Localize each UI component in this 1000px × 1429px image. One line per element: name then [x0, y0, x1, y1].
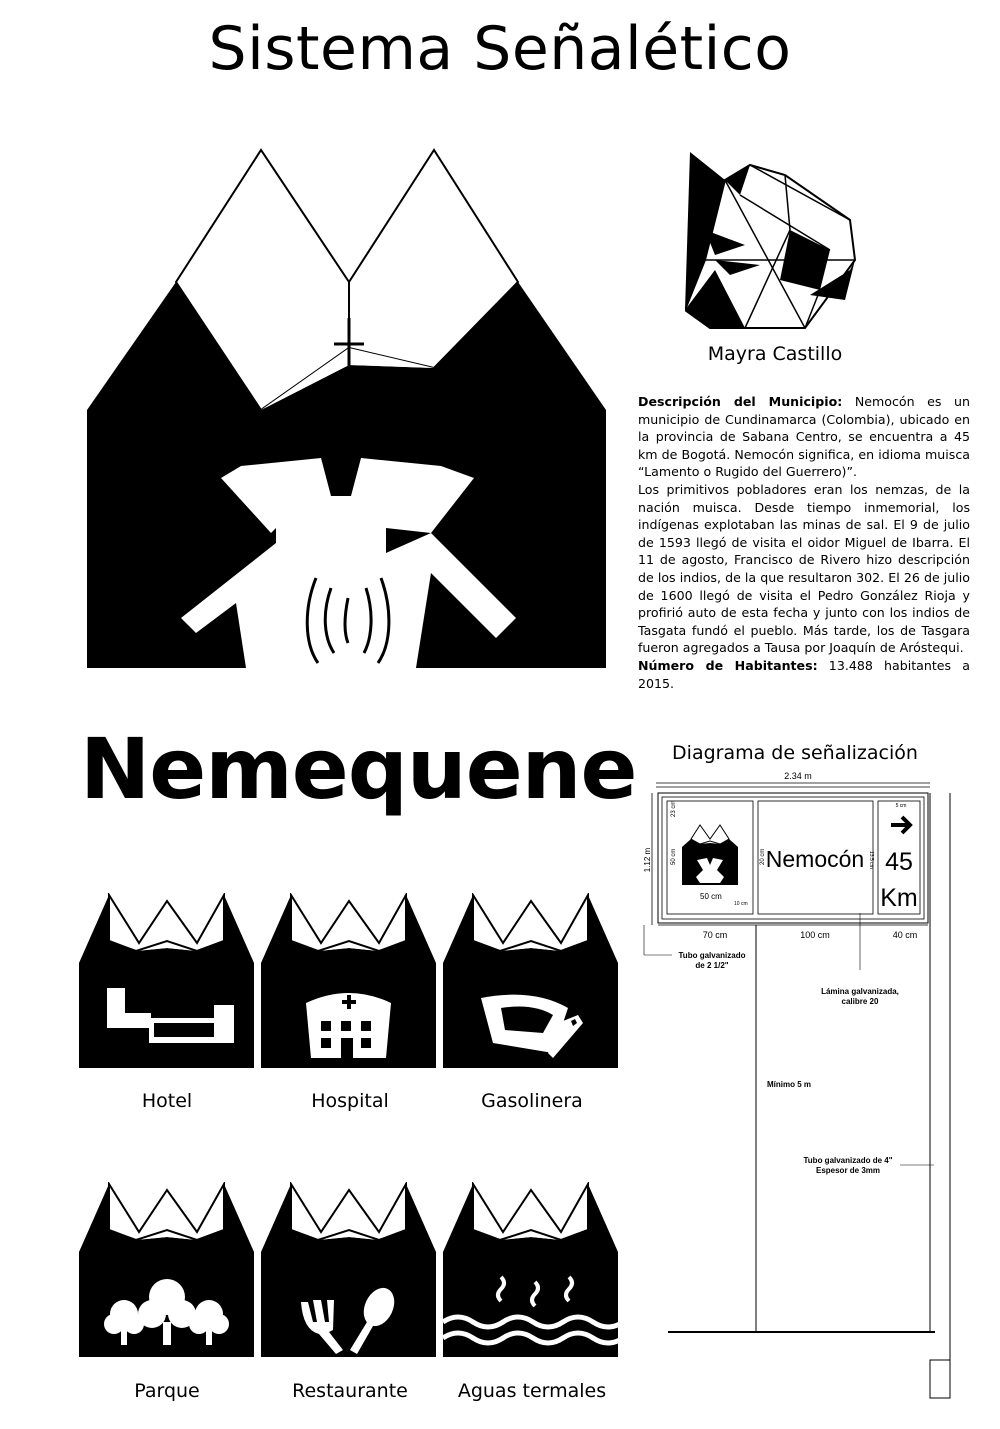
- callout-tubo-small-2: de 2 1/2": [695, 961, 729, 970]
- callout-tubo-small-1: Tubo galvanizado: [678, 951, 746, 960]
- callout-lamina-1: Lámina galvanizada,: [821, 987, 899, 996]
- dim-50cm-h: 50 cm: [700, 892, 722, 901]
- dim-5cm: 5 cm: [895, 803, 907, 809]
- label-parque: Parque: [134, 1380, 200, 1402]
- label-gasolinera: Gasolinera: [481, 1090, 583, 1112]
- author-name: Mayra Castillo: [707, 343, 843, 365]
- hotel-sign-icon: [79, 893, 255, 1069]
- label-hotel: Hotel: [141, 1090, 193, 1112]
- parque-sign-icon: [79, 1182, 255, 1358]
- distance-unit: Km: [880, 884, 918, 912]
- aguas-termales-sign-icon: [443, 1182, 619, 1358]
- callout-minimo: Mínimo 5 m: [766, 1080, 812, 1089]
- municipio-description: [638, 393, 970, 692]
- label-hospital: Hospital: [311, 1090, 389, 1112]
- dim-total-width: 2.34 m: [784, 771, 812, 781]
- page-title: Sistema Señalético: [208, 14, 792, 84]
- dim-40cm: 40 cm: [892, 930, 918, 940]
- dim-10cm: 10 cm: [734, 901, 748, 907]
- dim-70cm: 70 cm: [702, 930, 728, 940]
- dim-20cm: 20 cm: [760, 848, 766, 865]
- label-restaurante: Restaurante: [292, 1380, 408, 1402]
- signage-diagram: [630, 765, 970, 1405]
- habitantes-text: 13.488 habitantes a 2015.: [638, 657, 970, 691]
- gasolinera-sign-icon: [443, 893, 619, 1069]
- nemequene-logo: [86, 148, 608, 670]
- dim-100cm: 100 cm: [800, 930, 830, 940]
- callout-tubo-big-2: Espesor de 3mm: [815, 1166, 881, 1175]
- description-label: Descripción del Municipio:: [638, 394, 843, 409]
- restaurante-sign-icon: [261, 1182, 437, 1358]
- diagram-title: Diagrama de señalización: [672, 742, 918, 764]
- distance-number: 45: [885, 848, 913, 876]
- raccoon-emblem-icon: [685, 150, 860, 330]
- history-text: Los primitivos pobladores eran los nemzas, de la nación muisca. Desde tiempo inmemorial, los indígenas explotaban las minas de sal. El 9 de julio de 1593 llegó de visita el oidor Miguel de Ibarra. El 11 de agosto, Francisco de Rivero hizo descripción de los indios, de la que resultaron 302. El 26 de julio de 1600 llegó de visita el Pedro González Rioja y profirió auto de esta fecha y junto con los indios de Tasgata fundó el pueblo. Más tarde, los de Tasgara fueron agregados a Tausa por Joaquín de Aróstequi.: [638, 481, 970, 656]
- brand-name: Nemequene: [80, 720, 637, 818]
- label-aguas-termales: Aguas termales: [457, 1380, 607, 1402]
- dim-50cm-v: 50 cm: [671, 848, 677, 865]
- arrow-right-icon: [891, 817, 910, 833]
- dim-total-height: 1.12 m: [643, 847, 652, 873]
- callout-tubo-big-1: Tubo galvanizado de 4": [803, 1156, 893, 1165]
- sign-name: Nemocón: [765, 846, 865, 872]
- callout-lamina-2: calibre 20: [841, 997, 879, 1006]
- description-text: Nemocón es un municipio de Cundinamarca (Colombia), ubicado en la provincia de Sabana Centro, se encuentra a 45 km de Bogotá. Nemocón significa, en idioma muisca “Lamento o Rugido del Guerrero)”.: [638, 394, 970, 480]
- dim-23cm: 23 cm: [671, 800, 677, 817]
- dim-13cm: 13.5 cm: [868, 851, 874, 869]
- habitantes-label: Número de Habitantes:: [638, 657, 818, 673]
- hospital-sign-icon: [261, 893, 437, 1069]
